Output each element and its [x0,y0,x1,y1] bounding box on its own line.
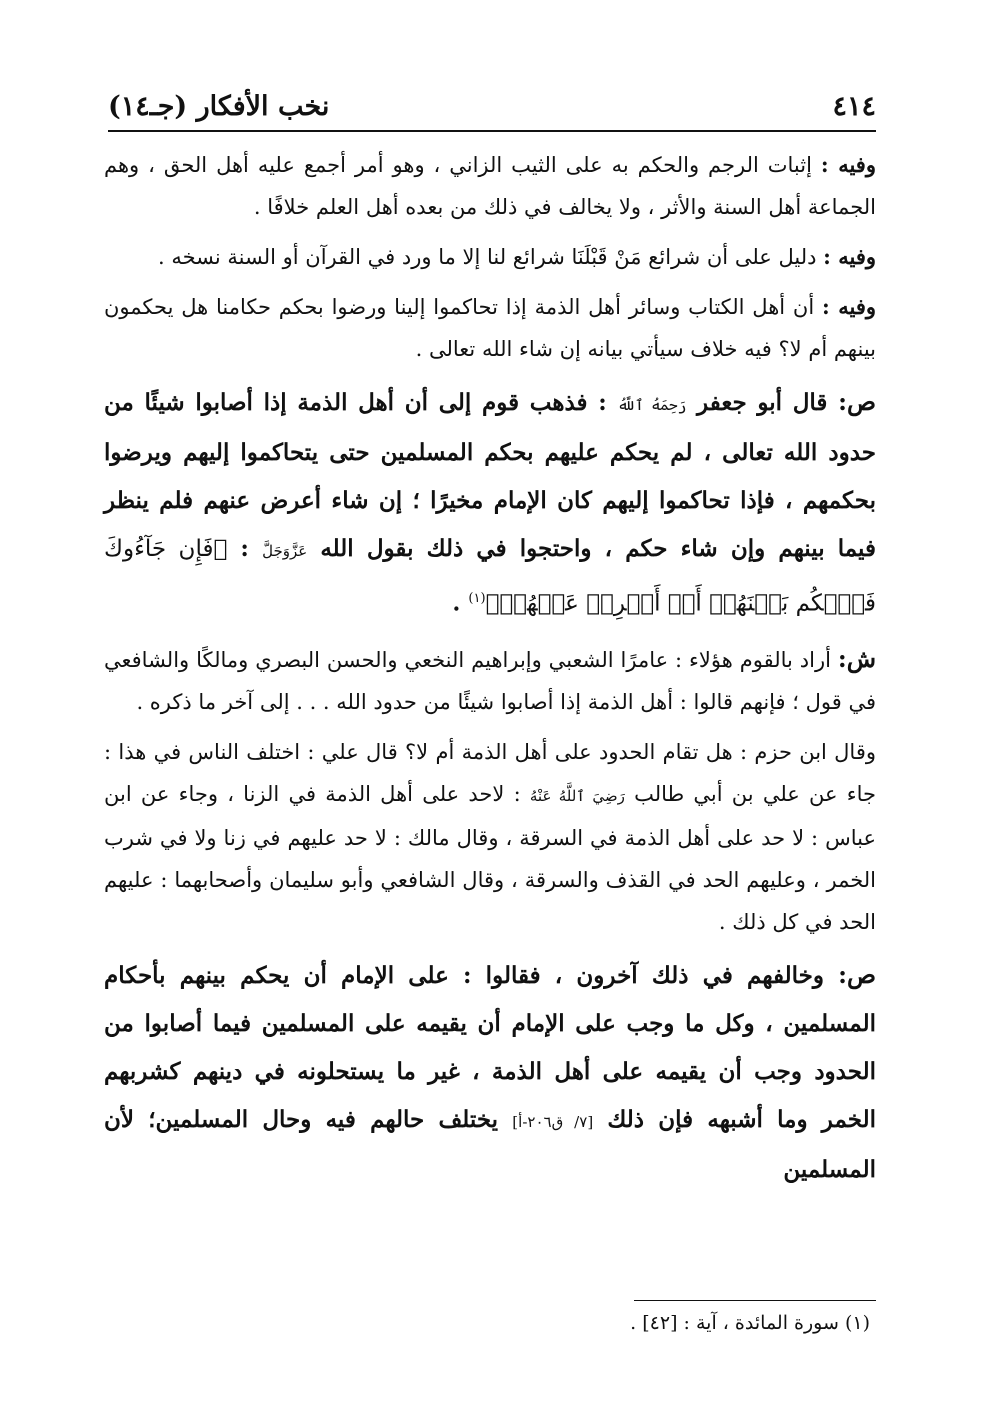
book-title: نخب الأفكار (جـ١٤) [108,91,330,122]
matn-text: وخالفهم في ذلك آخرون ، فقالوا : على الإمام أن يحكم بينهم بأحكام المسلمين ، وكل ما وجب على الإمام أن يقيمه على المسلمين فيما أصابوا من الحدود وجب أن يقيمه على أهل الذمة ، غير ما يستحلونه في دينهم كشربهم الخمر وما أشبهه فإن ذلك [104,961,877,1133]
footnote-marker[interactable]: (١) [468,591,486,606]
sharh-tag: ش: [837,643,876,673]
paragraph-fihi-2 [104,236,876,278]
paragraph-text: أن أهل الكتاب وسائر أهل الذمة إذا تحاكموا إلينا ورضوا بحكم حكامنا هل يحكمون بينهم أم لا؟ فيه خلاف سيأتي بيانه إن شاء الله تعالى . [104,295,876,361]
footnote-divider [634,1300,876,1301]
sharh-paragraph-2 [104,731,876,943]
paragraph-text: إثبات الرجم والحكم به على الثيب الزاني ، وهو أمر أجمع عليه أهل الحق ، وهم الجماعة أهل السنة والأثر ، ولا يخالف في ذلك من بعده أهل العلم خلافًا . [104,153,876,219]
paragraph-fihi-1 [104,144,876,228]
sharh-text: : لاحد على أهل الذمة في الزنا ، وجاء عن ابن عباس : لا حد على أهل الذمة في السرقة ، وقال مالك : لا حد عليهم في زنا ولا في شرب الخمر ، وعليهم الحد في القذف والسرقة ، وقال الشافعي وأبو سليمان وأصحابهما : عليهم الحد في كل ذلك . [104,781,876,934]
manuscript-reference: [٧/ ق٢٠٦-أ] [512,1112,594,1131]
paragraph-text: دليل على أن شرائع مَنْ قَبْلَنَا شرائع لنا إلا ما ورد في القرآن أو السنة نسخه . [157,245,824,269]
main-text [104,144,876,1204]
matn-text: يختلف حالهم فيه وحال المسلمين؛ لأن المسلمين [104,1105,876,1183]
footnote [400,1306,870,1340]
header-divider [108,130,876,132]
paragraph-lead: وفيه : [820,152,876,177]
matn-text: : [227,535,263,562]
honorific-glyph: عَزَّوَجَلَّ [262,542,308,560]
honorific-glyph: رَضِيَ ٱللَّهُ عَنْهُ [529,786,625,805]
matn-tag: ص: [838,387,876,416]
page-number: ٤١٤ [832,91,876,122]
footnote-text: (١) سورة المائدة ، آية : [٤٢] . [630,1312,870,1334]
sharh-text: وقال ابن حزم : هل تقام الحدود على أهل الذمة أم لا؟ قال علي : اختلف الناس في هذا : جاء عن علي بن أبي طالب [104,739,877,806]
quran-quote: ﴿فَإِن جَآءُوكَ فَٱحۡكُم بَيۡنَهُمۡ أَوۡ أَعۡرِضۡ عَنۡهُمۡ﴾ [104,536,876,617]
matn-text: : فذهب قوم إلى أن أهل الذمة إذا أصابوا شيئًا من حدود الله تعالى ، لم يحكم عليهم بحكم المسلمين حتى يتحاكموا إليهم ويرضوا بحكمهم ، فإذا تحاكموا إليهم كان الإمام مخيرًا ؛ إن شاء أعرض عنهم فلم ينظر فيما بينهم وإن شاء حكم ، واحتجوا في ذلك بقول الله [104,389,876,562]
matn-paragraph-1 [104,378,876,628]
paragraph-fihi-3 [104,286,876,370]
page-header [108,84,876,124]
paragraph-lead: وفيه : [823,244,876,269]
sharh-paragraph-1 [104,638,876,723]
matn-text: قال أبو جعفر [686,389,839,416]
matn-paragraph-2 [104,951,876,1194]
matn-text: . [452,589,469,617]
matn-tag: ص: [838,959,876,989]
paragraph-lead: وفيه : [822,294,876,319]
sharh-text: أراد بالقوم هؤلاء : عامرًا الشعبي وإبراهيم النخعي والحسن البصري ومالكًا والشافعي في قول ؛ فإنهم قالوا : أهل الذمة إذا أصابوا شيئًا من حدود الله . . . إلى آخر ما ذكره . [104,647,876,714]
honorific-glyph: رَحِمَهُ ٱللَّهُ [617,396,687,414]
